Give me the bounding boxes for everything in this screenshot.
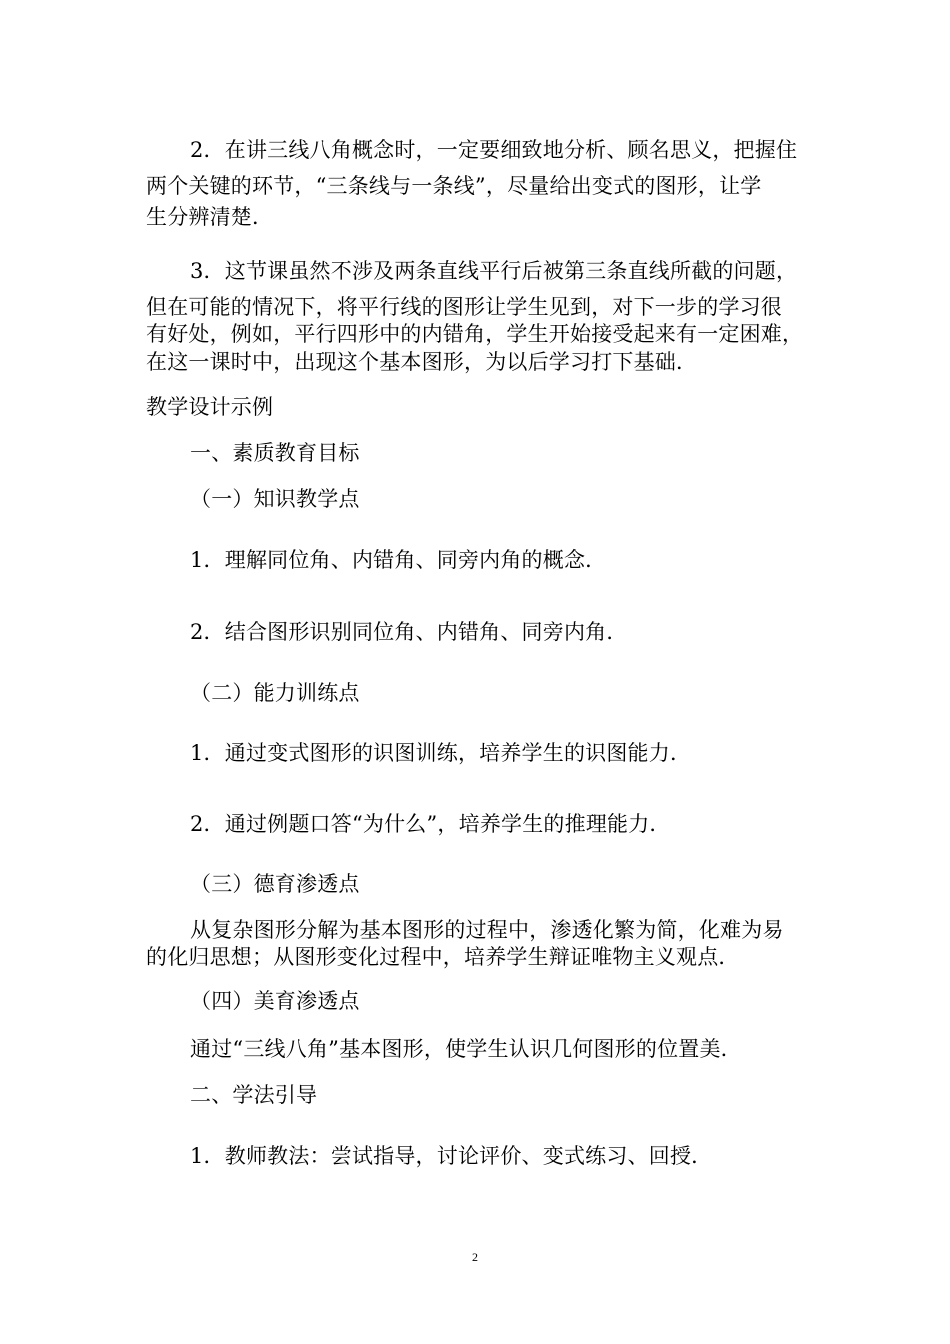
subsection-4-text: 通过“三线八角”基本图形，使学生认识几何图形的位置美． [190,1037,742,1061]
page-number: 2 [472,1250,478,1264]
heading-teaching-design: 教学设计示例 [146,395,274,419]
paragraph-3-line-4: 在这一课时中，出现这个基本图形，为以后学习打下基础． [146,350,698,374]
paragraph-2-line-3: 生分辨清楚． [146,205,274,229]
paragraph-3-line-3: 有好处，例如，平行四形中的内错角，学生开始接受起来有一定困难， [146,322,804,346]
section-1-heading: 一、素质教育目标 [190,441,360,465]
subsection-2-item-2: 2．通过例题口答“为什么”，培养学生的推理能力． [190,812,671,836]
paragraph-2-line-2: 两个关键的环节，“三条线与一条线”，尽量给出变式的图形，让学 [146,174,762,198]
paragraph-3-line-1: 3．这节课虽然不涉及两条直线平行后被第三条直线所截的问题， [190,259,798,283]
subsection-1-item-2: 2．结合图形识别同位角、内错角、同旁内角． [190,620,628,644]
subsection-3-text-line-2: 的化归思想；从图形变化过程中，培养学生辩证唯物主义观点． [146,945,740,969]
subsection-2-item-1: 1．通过变式图形的识图训练，培养学生的识图能力． [190,741,692,765]
subsection-1-heading: （一）知识教学点 [190,487,360,511]
section-2-item-1: 1．教师教法：尝试指导，讨论评价、变式练习、回授． [190,1144,713,1168]
paragraph-3-line-2: 但在可能的情况下，将平行线的图形让学生见到，对下一步的学习很 [146,295,782,319]
subsection-2-heading: （二）能力训练点 [190,681,360,705]
subsection-3-text-line-1: 从复杂图形分解为基本图形的过程中，渗透化繁为简，化难为易 [190,918,784,942]
subsection-3-heading: （三）德育渗透点 [190,872,360,896]
subsection-4-heading: （四）美育渗透点 [190,989,360,1013]
subsection-1-item-1: 1．理解同位角、内错角、同旁内角的概念． [190,548,607,572]
paragraph-2-line-1: 2．在讲三线八角概念时，一定要细致地分析、顾名思义，把握住 [190,138,798,162]
section-2-heading: 二、学法引导 [190,1083,318,1107]
